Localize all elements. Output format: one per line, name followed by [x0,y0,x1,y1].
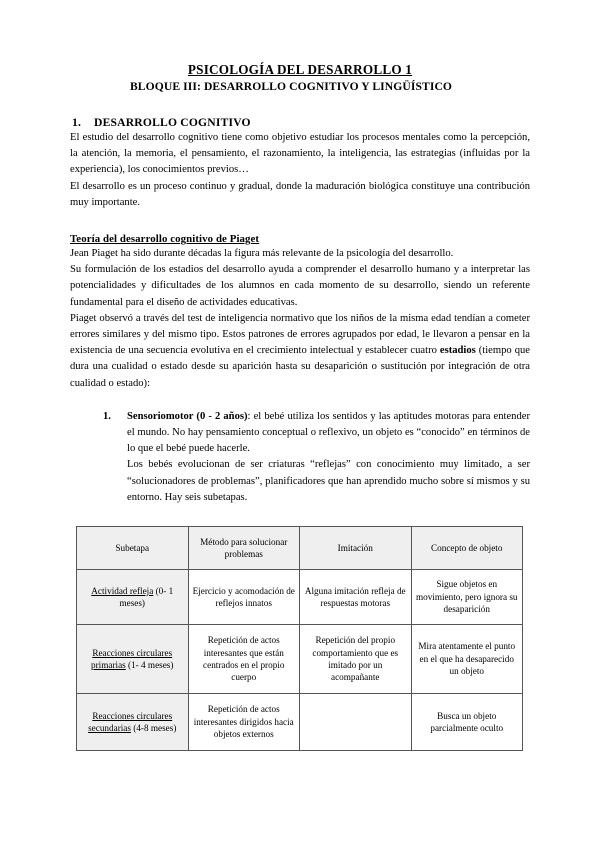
cell-concepto: Mira atentamente el punto en el que ha desaparecido un objeto [411,625,523,694]
cell-subetapa-name: Reacciones circulares primarias [91,647,173,671]
cell-concepto: Busca un objeto parcialmente oculto [411,694,523,751]
table-wrapper [70,526,530,751]
cell-subetapa [77,625,189,694]
document-subtitle: BLOQUE III: DESARROLLO COGNITIVO Y LINGÜÍSTICO [129,80,453,93]
list-item-body [127,409,530,506]
subsection-heading: Teoría del desarrollo cognitivo de Piaget [70,233,260,246]
table-row [77,625,523,694]
cell-subetapa [77,570,189,625]
cell-metodo: Repetición de actos interesantes que están centrados en el propio cuerpo [188,625,300,694]
list-item [70,409,530,506]
table-header-row [77,527,523,570]
cell-imitacion: Repetición del propio comportamiento que es imitado por un acompañante [300,625,412,694]
list-item-text: : el bebé utiliza los sentidos y las aptitudes motoras para entender el mundo. No hay pensamiento conceptual o reflexivo, un objeto es “conocido” en términos de lo que el bebé puede hacerle. [127,410,531,455]
section-heading [70,116,530,130]
cell-subetapa-age: (4-8 meses) [130,723,177,734]
list-item-paragraph-2: Los bebés evolucionan de ser criaturas “reflejas” con conocimiento muy limitado, a ser “solucionadores de problemas”, planificadores que han aprendido mucho sobre sí mismos y su entorno. Hay seis subetapas. [127,459,530,503]
cell-concepto: Sigue objetos en movimiento, pero ignora su desaparición [411,570,523,625]
cell-subetapa-age: (0- 1 meses) [119,585,174,609]
list-item-label: Sensoriomotor (0 - 2 años) [127,410,248,422]
table-row [77,694,523,751]
section-number: 1. [72,116,82,129]
paragraph-piaget-3-part1: Piaget observó a través del test de inteligencia normativo que los niños de la misma edad tendían a cometer errores similares y del mismo tipo. Estos patrones de errores agrupados por edad, le llevaron a pensar en la existencia de una secuencia evolutiva en el crecimiento intelectual y establecer cuatro [70,312,530,357]
cell-subetapa-age: (1- 4 meses) [125,660,174,671]
subetapas-table [76,526,523,751]
column-header-concepto: Concepto de objeto [411,527,523,570]
paragraph-piaget-1: Jean Piaget ha sido durante décadas la figura más relevante de la psicología del desarrollo. [70,248,454,260]
paragraph-piaget-2: Su formulación de los estadios del desarrollo ayuda a comprender el desarrollo humano y a interpretar las potencialidades y dificultades de los alumnos en cada momento de su desarrollo, siendo un referente fundamental para el diseño de actividades educativas. [70,264,530,308]
list-item-marker: 1. [103,410,111,422]
cell-subetapa [77,694,189,751]
emphasis-estadios: estadios [439,345,476,357]
document-content [70,62,530,751]
table-header [77,527,523,570]
paragraph-intro-2: El desarrollo es un proceso continuo y gradual, donde la maduración biológica constituye una contribución muy importante. [70,180,530,208]
cell-imitacion: Alguna imitación refleja de respuestas motoras [300,570,412,625]
list-item-paragraph-1 [127,409,530,458]
column-header-imitacion: Imitación [300,527,412,570]
table-body [77,570,523,751]
cell-imitacion [300,694,412,751]
column-header-subetapa: Subetapa [77,527,189,570]
section-title: DESARROLLO COGNITIVO [94,116,251,129]
cell-metodo: Ejercicio y acomodación de reflejos innatos [188,570,300,625]
column-header-metodo: Método para solucionar problemas [188,527,300,570]
paragraph-piaget-3-part2: (tiempo que dura una cualidad o estado desde su aparición hasta su desaparición o sustitución por integración de otra cualidad o estado): [70,345,530,389]
paragraph-intro-1: El estudio del desarrollo cognitivo tiene como objetivo estudiar los procesos mentales como la percepción, la atención, la memoria, el pensamiento, el razonamiento, la inteligencia, las estrategias (influidas por la experiencia), los conocimientos previos… [70,132,530,176]
cell-subetapa-name: Reacciones circulares secundarias [88,710,173,734]
cell-metodo: Repetición de actos interesantes dirigidos hacia objetos externos [188,694,300,751]
cell-subetapa-name: Actividad refleja [91,585,154,596]
document-title: PSICOLOGÍA DEL DESARROLLO 1 [187,62,413,77]
paragraph-piaget-3 [70,311,530,392]
table-row [77,570,523,625]
